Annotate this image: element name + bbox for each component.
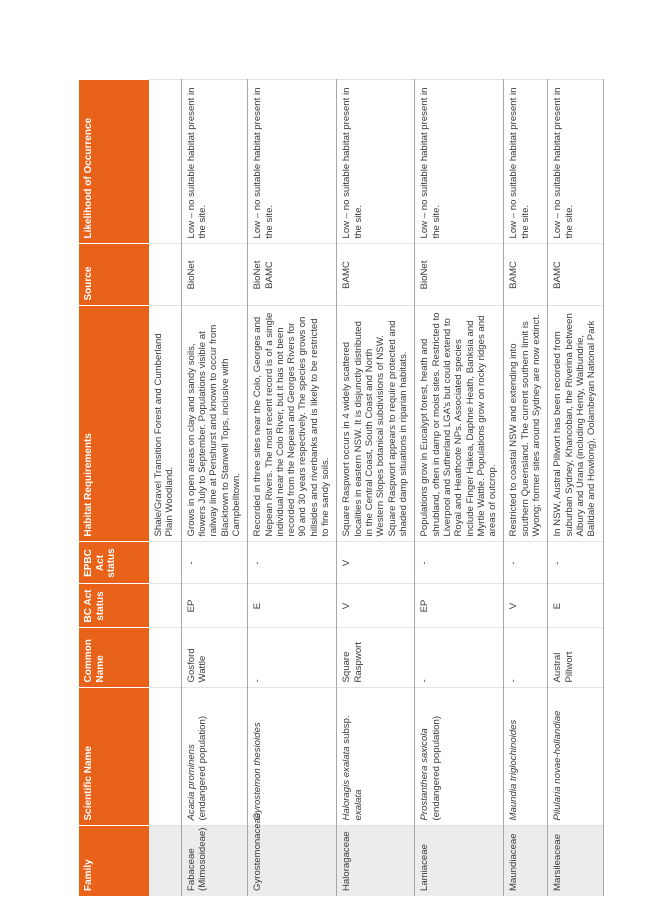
cell-likelihood: Low – no suitable habitat present in the site. <box>548 80 603 244</box>
header-bc-status: BC Act status <box>79 584 149 628</box>
cell-bc-status: EP <box>181 584 248 628</box>
table-row <box>181 80 248 896</box>
cell-bc-status: V <box>504 584 548 628</box>
cell-source: BAMC <box>504 244 548 306</box>
rotated-table-wrapper <box>79 80 653 896</box>
table-row <box>248 80 337 896</box>
header-epbc-status: EPBC Act status <box>79 542 149 584</box>
cell-common-name: - <box>248 628 337 688</box>
cell-habitat: Populations grow in Eucalypt forest, heath and shrubland, often in damp or moist sites. Restricted to Liverpool and Sutherland LGA’s but could extend to Royal and Heathcote NPs. Associated species include Finger Hakea, Daphne Heath, Banksia and Myrtle Wattle. Populations grow on rocky ridges and areas of outcrop. <box>415 306 504 542</box>
cell-common-name: - <box>504 628 548 688</box>
cell-scientific-name: Haloragis exalata subsp. exalata <box>337 688 415 826</box>
continued-row <box>149 80 181 896</box>
cell-source: BAMC <box>548 244 603 306</box>
header-source: Source <box>79 244 149 306</box>
cell-source: BAMC <box>337 244 415 306</box>
cell-habitat: In NSW, Austral Pillwort has been recorded from suburban Sydney, Khancoban, the Riverina between Albury and Urana (including Henty, Walbundrie, Balldale and Howlong), Oolambeyan National Park <box>548 306 603 542</box>
cell-source: BioNet BAMC <box>248 244 337 306</box>
threatened-flora-table <box>79 80 604 897</box>
cell-source: BioNet <box>415 244 504 306</box>
cell-family: Gyrostemonaceae <box>248 826 337 896</box>
table-header-row <box>79 80 149 896</box>
cell-likelihood: Low – no suitable habitat present in the site. <box>504 80 548 244</box>
cell-scientific-name: Prostanthera saxicola (endangered population) <box>415 688 504 826</box>
cell-likelihood: Low – no suitable habitat present in the site. <box>415 80 504 244</box>
cell-habitat: Recorded in three sites near the Colo, Georges and Nepean Rivers. The most recent record is of a single individual near the Colo River, but it has not been recorded from the Nepean and Georges Rivers for 90 and 30 years respectively. The species grows on hillsides and riverbanks and is likely to be restricted to fine sandy soils. <box>248 306 337 542</box>
cell-common-name: Square Raspwort <box>337 628 415 688</box>
cell-bc-status: EP <box>415 584 504 628</box>
table-row <box>415 80 504 896</box>
header-likelihood: Likelihood of Occurrence <box>79 80 149 244</box>
cell-common-name: Austral Pillwort <box>548 628 603 688</box>
cell-family: Haloragaceae <box>337 826 415 896</box>
cell-source: BioNet <box>181 244 248 306</box>
header-family: Family <box>79 826 149 896</box>
cell-scientific-name: Maundia triglochinoides <box>504 688 548 826</box>
cell-bc-status: V <box>337 584 415 628</box>
header-habitat: Habitat Requirements <box>79 306 149 542</box>
cell-habitat: Restricted to coastal NSW and extending into southern Queensland. The current southern limit is Wyong; former sites around Sydney are now extinct. <box>504 306 548 542</box>
cell-likelihood: Low – no suitable habitat present in the site. <box>337 80 415 244</box>
cell-bc-status: E <box>248 584 337 628</box>
cell-epbc-status: V <box>337 542 415 584</box>
cell-epbc-status: - <box>248 542 337 584</box>
cell-likelihood: Low – no suitable habitat present in the site. <box>248 80 337 244</box>
cell-habitat: Square Raspwort occurs in 4 widely scattered localities in eastern NSW. It is disjunctly distributed in the Central Coast, South Coast and North Western Slopes botanical subdivisions of NSW. Square Raspwort appears to require protected and shaded damp situations in riparian habitats. <box>337 306 415 542</box>
cell-family: Maundiaceae <box>504 826 548 896</box>
cell-scientific-name: Pilularia novae-hollandiae <box>548 688 603 826</box>
cell-epbc-status: - <box>504 542 548 584</box>
cell-epbc-status: - <box>548 542 603 584</box>
table-row <box>504 80 548 896</box>
cell-common-name: - <box>415 628 504 688</box>
cell-epbc-status: - <box>415 542 504 584</box>
cell-scientific-name: Acacia prominens (endangered population) <box>181 688 248 826</box>
continued-habitat: Shale/Gravel Transition Forest and Cumberland Plain Woodland. <box>149 306 181 542</box>
cell-family: Marsileaceae <box>548 826 603 896</box>
cell-family: Lamiaceae <box>415 826 504 896</box>
cell-likelihood: Low – no suitable habitat present in the site. <box>181 80 248 244</box>
header-scientific-name: Scientific Name <box>79 688 149 826</box>
cell-scientific-name: Gyrostemon thesioides <box>248 688 337 826</box>
cell-epbc-status: - <box>181 542 248 584</box>
cell-habitat: Grows in open areas on clay and sandy soils, flowers July to September. Populations visible at railway line at Penshurst and known to occur from Blacktown to Stanwell Tops, inclusive with Campbelltown. <box>181 306 248 542</box>
cell-family: Fabaceae (Mimosoideae) <box>181 826 248 896</box>
cell-common-name: Gosford Wattle <box>181 628 248 688</box>
table-row <box>337 80 415 896</box>
table-row <box>548 80 603 896</box>
cell-bc-status: E <box>548 584 603 628</box>
header-common-name: Common Name <box>79 628 149 688</box>
